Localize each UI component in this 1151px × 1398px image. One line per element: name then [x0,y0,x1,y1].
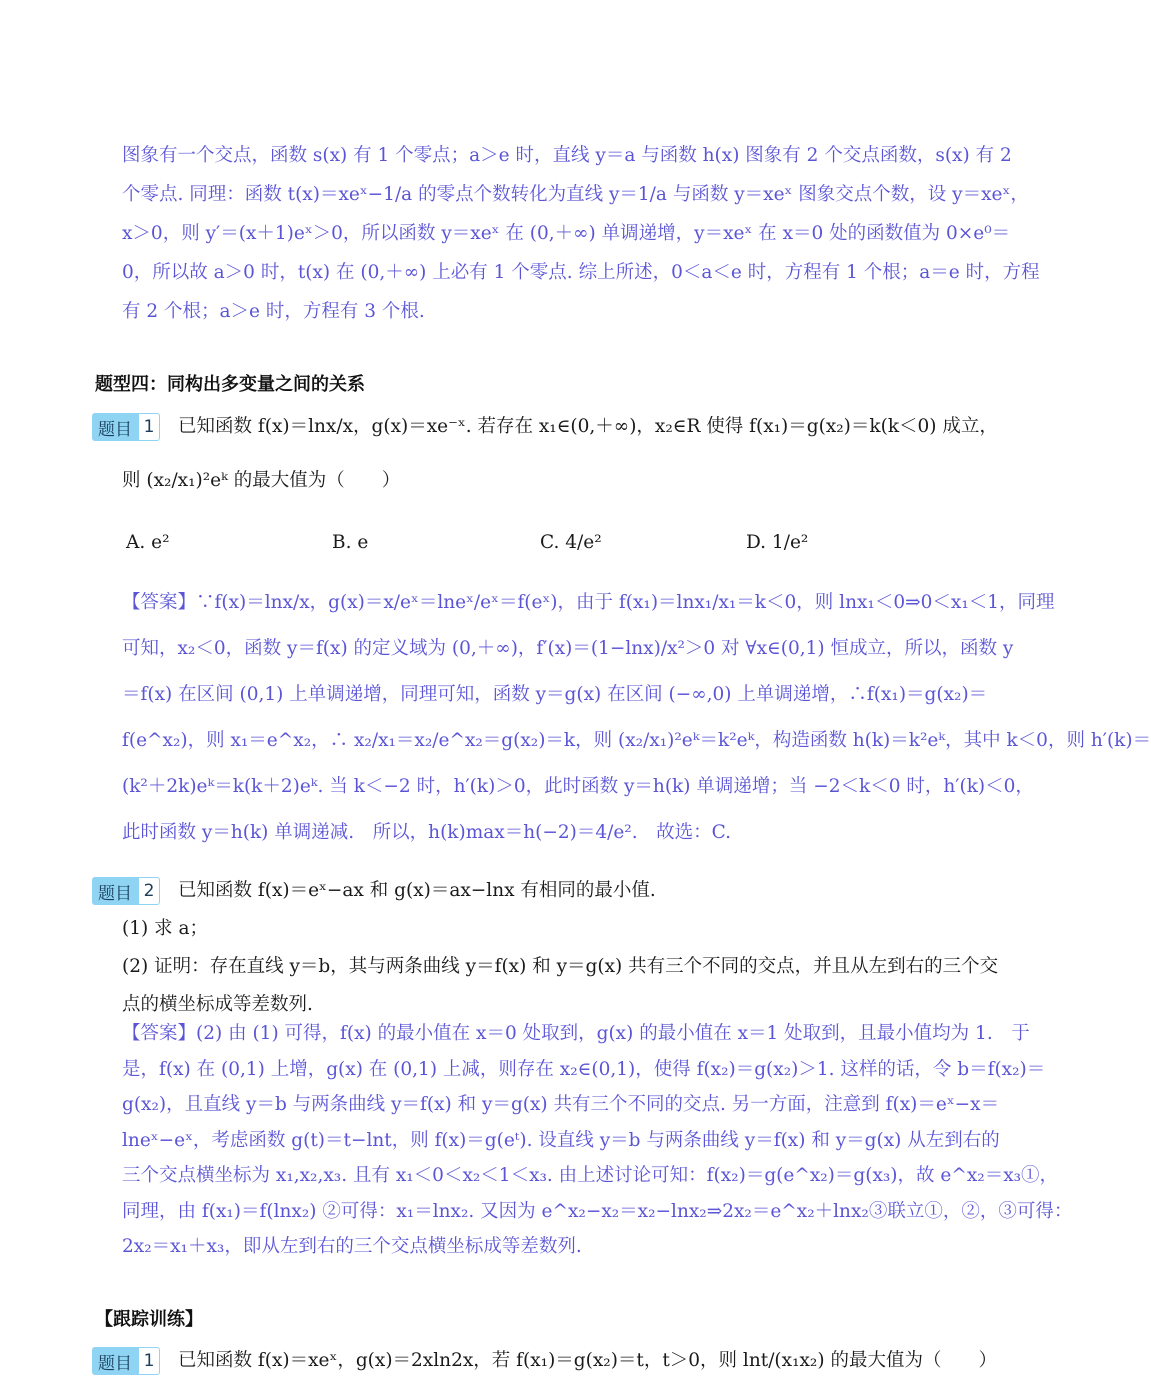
answer-line: (k²＋2k)eᵏ＝k(k＋2)eᵏ. 当 k＜−2 时，h′(k)＞0，此时函数 y＝h(k) 单调递增；当 −2＜k＜0 时，h′(k)＜0， [122,776,1034,797]
answer-line: 2x₂＝x₁＋x₃，即从左到右的三个交点横坐标成等差数列. [122,1236,582,1257]
question-part: (1) 求 a； [122,918,208,939]
intro-solution [122,136,1040,331]
question-stem: 已知函数 f(x)＝lnx/x，g(x)＝xe⁻ˣ. 若存在 x₁∈(0,＋∞)，x₂∈R 使得 f(x₁)＝g(x₂)＝k(k＜0) 成立， [178,416,998,437]
question-part: 点的横坐标成等差数列. [122,994,313,1015]
option-d[interactable]: D. 1/e² [746,532,809,553]
badge-label: 题目 [92,1347,138,1375]
answer-line: g(x₂)，且直线 y＝b 与两条曲线 y＝f(x) 和 y＝g(x) 共有三个不同的交点. 另一方面，注意到 f(x)＝eˣ−x＝ [122,1094,1000,1115]
q1-answer [122,580,1151,856]
answer-line: ＝f(x) 在区间 (0,1) 上单调递增，同理可知，函数 y＝g(x) 在区间 (−∞,0) 上单调递增，∴f(x₁)＝g(x₂)＝ [122,684,988,705]
badge-label: 题目 [92,413,138,441]
answer-line: 可知，x₂＜0，函数 y＝f(x) 的定义域为 (0,＋∞)，f′(x)＝(1−lnx)/x²＞0 对 ∀x∈(0,1) 恒成立，所以，函数 y [122,638,1014,659]
tracking-title: 【跟踪训练】 [95,1309,203,1330]
intro-line: 个零点. 同理：函数 t(x)＝xeˣ−1/a 的零点个数转化为直线 y＝1/a 与函数 y＝xeˣ 图象交点个数，设 y＝xeˣ， [122,184,1029,205]
question-badge [92,413,160,441]
intro-line: 有 2 个根；a＞e 时，方程有 3 个根. [122,301,425,322]
q2-parts [122,910,1002,1024]
intro-line: x＞0，则 y′＝(x＋1)eˣ＞0，所以函数 y＝xeˣ 在 (0,＋∞) 单调递增，y＝xeˣ 在 x＝0 处的函数值为 0×e⁰＝ [122,223,1011,244]
question-part: (2) 证明：存在直线 y＝b，其与两条曲线 y＝f(x) 和 y＝g(x) 共有三个不同的交点，并且从左到右的三个交 [122,956,999,977]
answer-line: 三个交点横坐标为 x₁,x₂,x₃. 且有 x₁＜0＜x₂＜1＜x₃. 由上述讨论可知：f(x₂)＝g(e^x₂)＝g(x₃)，故 e^x₂＝x₃①， [122,1165,1059,1186]
answer-line: f(e^x₂)，则 x₁＝e^x₂，∴ x₂/x₁＝x₂/e^x₂＝g(x₂)＝k，则 (x₂/x₁)²eᵏ＝k²eᵏ，构造函数 h(k)＝k²eᵏ，其中 k＜0，则 h′(k)＝ [122,730,1151,751]
answer-line: 【答案】∵f(x)＝lnx/x，g(x)＝x/eˣ＝lneˣ/eˣ＝f(eˣ)，由于 f(x₁)＝lnx₁/x₁＝k＜0，则 lnx₁＜0⇒0＜x₁＜1，同理 [122,592,1055,613]
option-a[interactable]: A. e² [126,532,170,553]
option-c[interactable]: C. 4/e² [540,532,602,553]
question-stem: 已知函数 f(x)＝xeˣ，g(x)＝2xln2x，若 f(x₁)＝g(x₂)＝t，t＞0，则 lnt/(x₁x₂) 的最大值为（ ） [178,1350,997,1371]
q2-answer [122,1016,1073,1265]
answer-line: 此时函数 y＝h(k) 单调递减. 所以，h(k)max＝h(−2)＝4/e². 故选：C. [122,822,731,843]
badge-number: 1 [138,1347,160,1375]
answer-options [122,522,942,562]
answer-line: lneˣ−eˣ，考虑函数 g(t)＝t−lnt，则 f(x)＝g(eᵗ). 设直线 y＝b 与两条曲线 y＝f(x) 和 y＝g(x) 从左到右的 [122,1129,1000,1151]
question-stem-line2: 则 (x₂/x₁)²eᵏ 的最大值为（ ） [122,470,401,491]
option-b[interactable]: B. e [332,532,369,553]
question-badge [92,1347,160,1375]
question-badge [92,877,160,905]
section-title: 题型四：同构出多变量之间的关系 [95,374,365,395]
answer-line: 【答案】(2) 由 (1) 可得，f(x) 的最小值在 x＝0 处取到，g(x) 的最小值在 x＝1 处取到，且最小值均为 1. 于 [122,1023,1030,1044]
badge-number: 2 [138,877,160,905]
badge-number: 1 [138,413,160,441]
answer-line: 同理，由 f(x₁)＝f(lnx₂) ②可得：x₁＝lnx₂. 又因为 e^x₂−x₂＝x₂−lnx₂⇒2x₂＝e^x₂＋lnx₂③联立①，②，③可得： [122,1200,1073,1222]
intro-line: 图象有一个交点，函数 s(x) 有 1 个零点；a＞e 时，直线 y＝a 与函数 h(x) 图象有 2 个交点函数，s(x) 有 2 [122,145,1012,166]
intro-line: 0，所以故 a＞0 时，t(x) 在 (0,＋∞) 上必有 1 个零点. 综上所述，0＜a＜e 时，方程有 1 个根；a＝e 时，方程 [122,262,1040,283]
badge-label: 题目 [92,877,138,905]
question-stem: 已知函数 f(x)＝eˣ−ax 和 g(x)＝ax−lnx 有相同的最小值. [178,880,656,901]
answer-line: 是，f(x) 在 (0,1) 上增，g(x) 在 (0,1) 上减，则存在 x₂∈(0,1)，使得 f(x₂)＝g(x₂)＞1. 这样的话，令 b＝f(x₂)＝ [122,1058,1046,1080]
